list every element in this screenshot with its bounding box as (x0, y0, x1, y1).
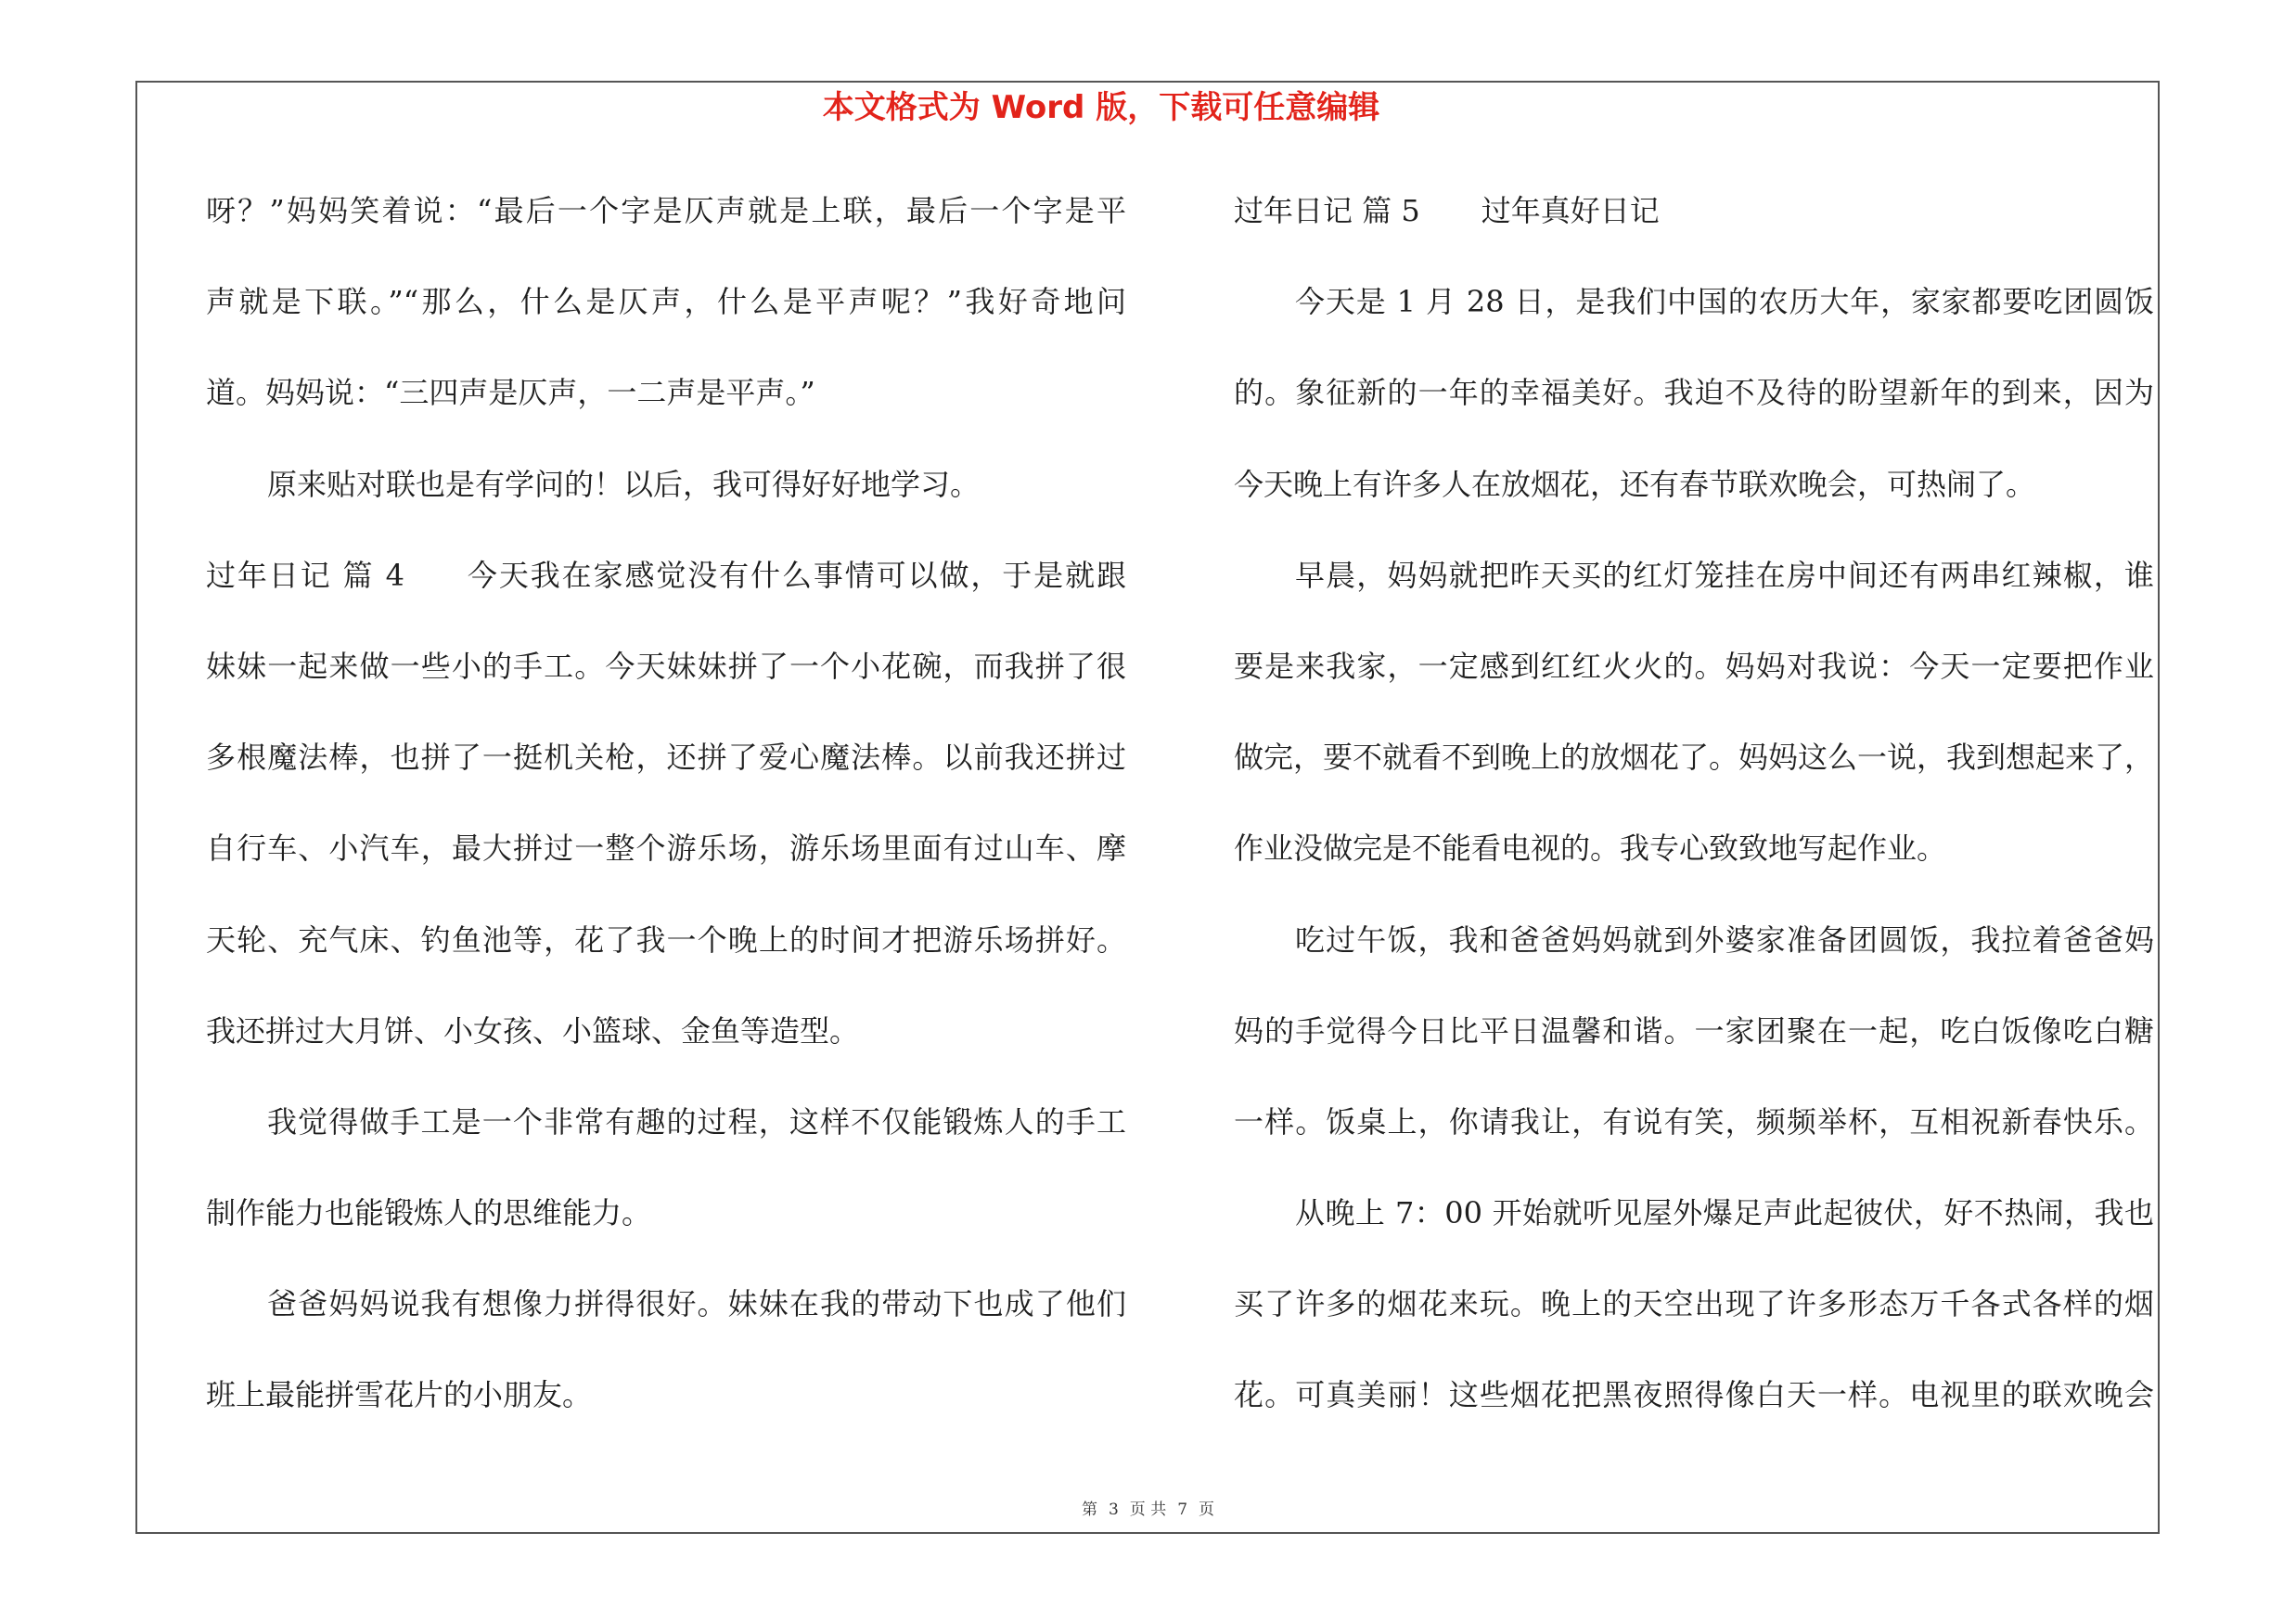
text-line: 今天晚上有许多人在放烟花，还有春节联欢晚会，可热闹了。 (1234, 466, 2036, 502)
page-number-footer (0, 1498, 2296, 1522)
text-line: 天轮、充气床、钓鱼池等，花了我一个晚上的时间才把游乐场拼好。 (206, 921, 1126, 958)
entry-heading: 过年日记 篇 4 (206, 557, 405, 593)
page-label-prefix: 第 (1081, 1501, 1097, 1519)
format-notice-header: 本文格式为 Word 版，下载可任意编辑 (822, 89, 1380, 126)
right-text-column (1234, 165, 2154, 1441)
text-line: 呀？”妈妈笑着说：“最后一个字是仄声就是上联，最后一个字是平 (206, 193, 1126, 228)
text-line: 道。妈妈说：“三四声是仄声，一二声是平声。” (206, 375, 815, 411)
text-line: 做完，要不就看不到晚上的放烟花了。妈妈这么一说，我到想起来了， (1234, 740, 2155, 776)
text-line: 今天是 1 月 28 日，是我们中国的农历大年，家家都要吃团圆饭 (1295, 284, 2154, 320)
entry-heading: 过年日记 篇 5 (1234, 193, 1420, 228)
text-line: 早晨，妈妈就把昨天买的红灯笼挂在房中间还有两串红辣椒，谁 (1295, 557, 2154, 593)
text-line: 的。象征新的一年的幸福美好。我迫不及待的盼望新年的到来，因为 (1234, 375, 2154, 411)
entry-text: 今天我在家感觉没有什么事情可以做，于是就跟 (466, 557, 1126, 593)
text-line: 吃过午饭，我和爸爸妈妈就到外婆家准备团圆饭，我拉着爸爸妈 (1295, 921, 2154, 958)
left-text-column (206, 165, 1126, 1441)
page-label-suffix: 页 (1199, 1501, 1215, 1519)
text-line: 要是来我家，一定感到红红火火的。妈妈对我说：今天一定要把作业 (1234, 648, 2154, 684)
text-line: 班上最能拼雪花片的小朋友。 (206, 1377, 593, 1413)
text-line: 自行车、小汽车，最大拼过一整个游乐场，游乐场里面有过山车、摩 (206, 831, 1126, 867)
entry-heading-line (1234, 165, 2154, 256)
text-line: 花。可真美丽！这些烟花把黑夜照得像白天一样。电视里的联欢晚会 (1234, 1377, 2154, 1413)
text-line: 我还拼过大月饼、小女孩、小篮球、金鱼等造型。 (206, 1012, 860, 1049)
text-line: 声就是下联。”“那么，什么是仄声，什么是平声呢？”我好奇地问 (206, 284, 1126, 320)
current-page-number: 3 (1108, 1501, 1119, 1519)
text-line: 我觉得做手工是一个非常有趣的过程，这样不仅能锻炼人的手工 (267, 1103, 1126, 1140)
text-line: 爸爸妈妈说我有想像力拼得很好。妹妹在我的带动下也成了他们 (267, 1286, 1126, 1322)
total-pages-number: 7 (1177, 1501, 1188, 1519)
text-line: 原来贴对联也是有学问的！以后，我可得好好地学习。 (267, 466, 981, 502)
page-label-mid: 页 共 (1129, 1501, 1167, 1519)
text-line: 妈的手觉得今日比平日温馨和谐。一家团聚在一起，吃白饭像吃白糖 (1234, 1012, 2154, 1049)
text-line: 买了许多的烟花来玩。晚上的天空出现了许多形态万千各式各样的烟 (1234, 1286, 2154, 1322)
text-line: 一样。饭桌上，你请我让，有说有笑，频频举杯，互相祝新春快乐。 (1234, 1103, 2154, 1140)
text-line: 多根魔法棒，也拼了一挺机关枪，还拼了爱心魔法棒。以前我还拼过 (206, 740, 1126, 776)
text-line: 制作能力也能锻炼人的思维能力。 (206, 1195, 652, 1231)
text-line: 从晚上 7：00 开始就听见屋外爆足声此起彼伏，好不热闹，我也 (1295, 1195, 2154, 1231)
entry-heading-line (206, 530, 1126, 621)
entry-title: 过年真好日记 (1481, 193, 1660, 228)
text-line: 作业没做完是不能看电视的。我专心致致地写起作业。 (1234, 831, 1947, 867)
text-line: 妹妹一起来做一些小的手工。今天妹妹拼了一个小花碗，而我拼了很 (206, 648, 1126, 684)
